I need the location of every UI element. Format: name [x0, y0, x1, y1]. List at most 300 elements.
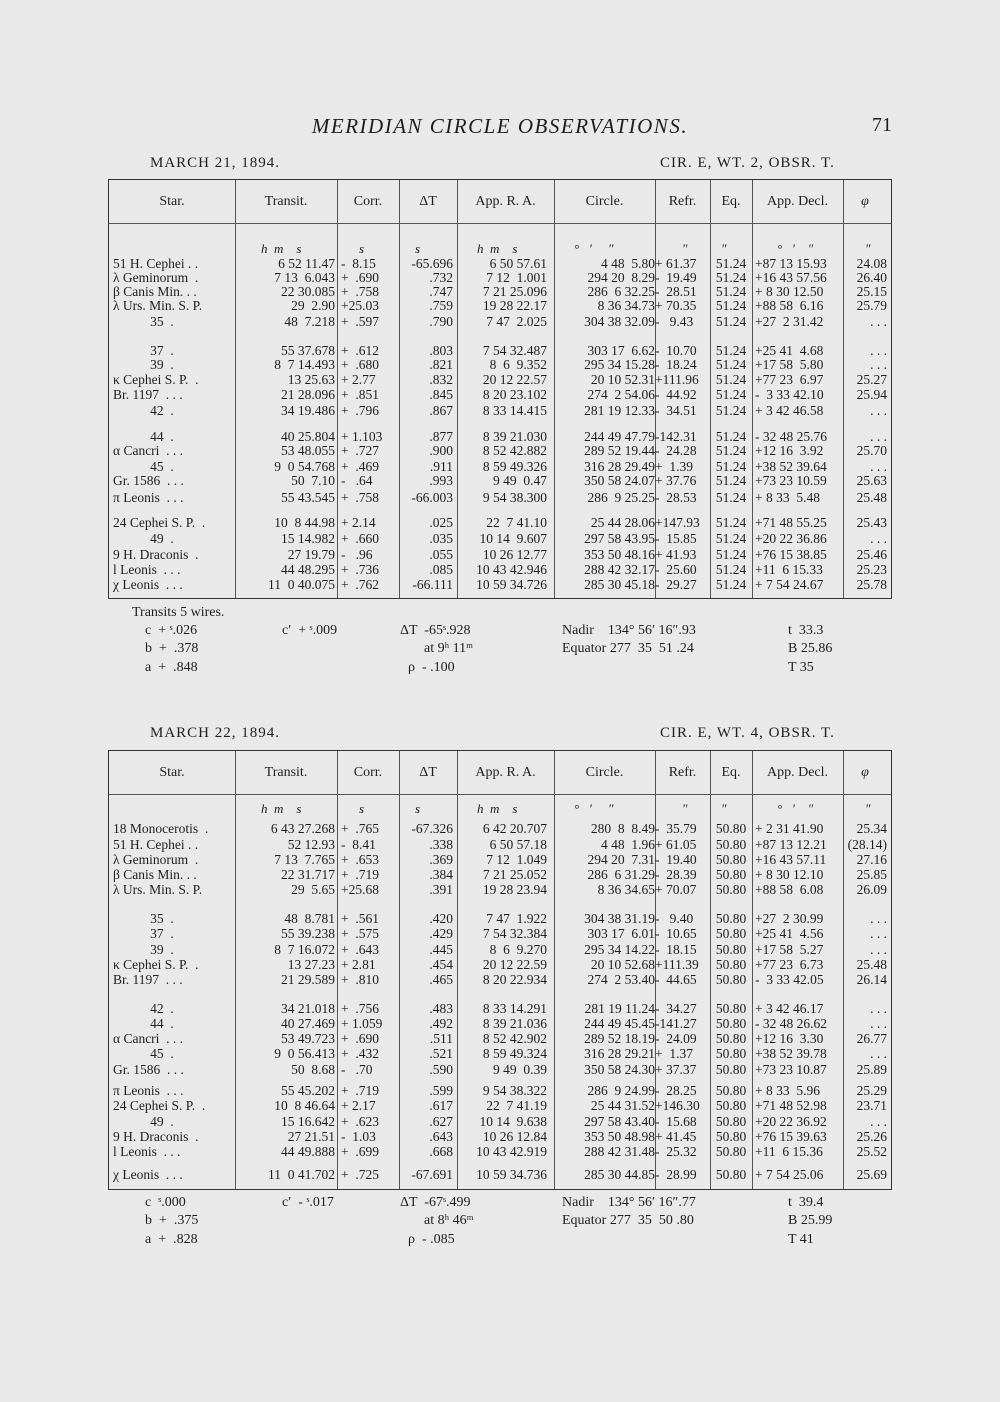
cell-corr: + .727	[341, 443, 379, 458]
cell-circle: 288 42 32.17	[584, 562, 655, 577]
cell-corr: - 8.41	[341, 837, 376, 852]
cell-eq: 50.80	[715, 1144, 747, 1159]
cell-star: 24 Cephei S. P. .	[113, 1098, 206, 1113]
cell-refr: - 25.32	[655, 1144, 697, 1159]
table-row	[109, 547, 891, 562]
cell-corr: + .699	[341, 1144, 379, 1159]
cell-ra: 10 59 34.726	[476, 577, 547, 592]
cell-eq: 50.80	[715, 1031, 747, 1046]
cell-circle: 25 44 31.52	[590, 1098, 655, 1113]
unit-label-refr: ″	[682, 801, 688, 816]
cell-eq: 51.24	[715, 429, 747, 444]
cell-transit: 55 45.202	[281, 1083, 335, 1098]
unit-label-corr: s	[359, 801, 365, 816]
footer-at: at 8ʰ 46ᵐ	[424, 1213, 474, 1228]
cell-refr: +111.96	[655, 372, 699, 387]
cell-eq: 51.24	[715, 531, 747, 546]
cell-corr: + .469	[341, 459, 379, 474]
cell-eq: 50.80	[715, 1062, 747, 1077]
cell-refr: - 34.27	[655, 1001, 697, 1016]
cell-dt: .590	[429, 1062, 453, 1077]
cell-ra: 10 59 34.736	[476, 1167, 547, 1182]
cell-refr: - 9.43	[655, 314, 694, 329]
cell-eq: 51.24	[715, 256, 747, 271]
cell-star: π Leonis . . .	[113, 490, 184, 505]
cell-circle: 244 49 45.45	[584, 1016, 655, 1031]
cell-star: 45 .	[113, 1046, 174, 1061]
column-header-star: Star.	[159, 765, 185, 780]
column-header-star: Star.	[159, 194, 185, 209]
cell-eq: 50.80	[715, 821, 747, 836]
cell-phi: . . .	[870, 531, 887, 546]
cell-transit: 8 7 14.493	[274, 357, 335, 372]
cell-transit: 21 28.096	[281, 387, 335, 402]
table-row	[109, 1098, 891, 1113]
cell-ra: 22 7 41.10	[486, 515, 547, 530]
cell-star: Br. 1197 . . .	[113, 387, 183, 402]
cell-ra: 10 26 12.84	[482, 1129, 547, 1144]
cell-transit: 15 14.982	[281, 531, 335, 546]
cell-transit: 11 0 40.075	[268, 577, 335, 592]
cell-dt: .511	[429, 1031, 453, 1046]
column-header-transit: Transit.	[264, 194, 308, 209]
cell-phi: 26.09	[856, 882, 887, 897]
cell-dt: .832	[429, 372, 453, 387]
cell-ra: 7 47 1.922	[486, 911, 547, 926]
cell-dt: .803	[429, 343, 453, 358]
cell-circle: 353 50 48.98	[584, 1129, 655, 1144]
cell-eq: 51.24	[715, 284, 747, 299]
cell-dt: .521	[429, 1046, 453, 1061]
table-row	[109, 911, 891, 926]
cell-decl: + 3 42 46.58	[755, 403, 824, 418]
footer-nadir: Nadir 134° 56′ 16″.77	[562, 1195, 696, 1210]
table-row	[109, 343, 891, 358]
cell-decl: + 2 31 41.90	[755, 821, 824, 836]
cell-decl: +88 58 6.16	[755, 298, 824, 313]
cell-decl: +27 2 30.99	[755, 911, 824, 926]
footer-a: a + .828	[145, 1232, 198, 1247]
cell-transit: 6 52 11.47	[278, 256, 335, 271]
cell-eq: 50.80	[715, 1001, 747, 1016]
cell-eq: 50.80	[715, 882, 747, 897]
cell-dt: .055	[429, 547, 453, 562]
observation-setup: CIR. E, WT. 4, OBSR. T.	[660, 725, 835, 741]
cell-eq: 51.24	[715, 515, 747, 530]
cell-ra: 7 21 25.052	[482, 867, 547, 882]
cell-corr: + .725	[341, 1167, 379, 1182]
cell-transit: 50 8.68	[291, 1062, 335, 1077]
table-row	[109, 867, 891, 882]
cell-circle: 303 17 6.62	[587, 343, 655, 358]
table-row	[109, 942, 891, 957]
cell-star: Gr. 1586 . . .	[113, 1062, 184, 1077]
cell-corr: +25.03	[341, 298, 379, 313]
table-row	[109, 1016, 891, 1031]
cell-ra: 9 49 0.47	[493, 473, 547, 488]
table-row	[109, 270, 891, 285]
cell-dt: .429	[429, 926, 453, 941]
cell-decl: +76 15 39.63	[755, 1129, 827, 1144]
header-rule	[109, 223, 891, 224]
table-row	[109, 443, 891, 458]
cell-decl: +87 13 12.21	[755, 837, 827, 852]
cell-star: 35 .	[113, 314, 174, 329]
cell-corr: + 2.77	[341, 372, 376, 387]
footer-nadir: Nadir 134° 56′ 16″.93	[562, 623, 696, 638]
footer-c: c + ˢ.026	[145, 623, 198, 638]
cell-circle: 294 20 8.29	[587, 270, 655, 285]
cell-ra: 20 12 22.59	[482, 957, 547, 972]
cell-decl: +12 16 3.30	[755, 1031, 824, 1046]
cell-star: 49 .	[113, 1114, 174, 1129]
unit-label-dt: s	[415, 241, 421, 256]
table-row	[109, 1083, 891, 1098]
table-row	[109, 403, 891, 418]
cell-decl: +38 52 39.78	[755, 1046, 827, 1061]
cell-phi: . . .	[870, 1114, 887, 1129]
cell-circle: 289 52 19.44	[584, 443, 655, 458]
cell-circle: 350 58 24.07	[584, 473, 655, 488]
cell-circle: 294 20 7.31	[587, 852, 655, 867]
cell-decl: +16 43 57.56	[755, 270, 827, 285]
cell-ra: 8 6 9.270	[489, 942, 547, 957]
table-row	[109, 515, 891, 530]
cell-ra: 7 12 1.001	[486, 270, 547, 285]
table-row	[109, 926, 891, 941]
cell-refr: - 28.51	[655, 284, 697, 299]
cell-circle: 8 36 34.65	[597, 882, 655, 897]
cell-phi: 26.14	[856, 972, 887, 987]
cell-star: 37 .	[113, 926, 174, 941]
cell-corr: + .660	[341, 531, 379, 546]
cell-decl: - 3 33 42.10	[755, 387, 824, 402]
table-row	[109, 1129, 891, 1144]
unit-label-transit: h m s	[261, 801, 302, 816]
cell-refr: + 41.93	[655, 547, 697, 562]
cell-corr: + .810	[341, 972, 379, 987]
cell-decl: +27 2 31.42	[755, 314, 824, 329]
cell-star: 39 .	[113, 942, 174, 957]
cell-decl: +11 6 15.33	[755, 562, 823, 577]
cell-transit: 8 7 16.072	[274, 942, 335, 957]
cell-decl: + 8 30 12.10	[755, 867, 824, 882]
table-row	[109, 562, 891, 577]
cell-star: β Canis Min. . .	[113, 867, 197, 882]
cell-dt: .035	[429, 531, 453, 546]
cell-eq: 51.24	[715, 459, 747, 474]
cell-phi: . . .	[870, 459, 887, 474]
table-row	[109, 298, 891, 313]
table-row	[109, 577, 891, 592]
table-row	[109, 357, 891, 372]
cell-phi: 25.78	[856, 577, 887, 592]
cell-star: Br. 1197 . . .	[113, 972, 183, 987]
unit-label-transit: h m s	[261, 241, 302, 256]
cell-phi: . . .	[870, 429, 887, 444]
cell-ra: 8 33 14.415	[482, 403, 547, 418]
cell-dt: -67.326	[411, 821, 453, 836]
unit-label-dt: s	[415, 801, 421, 816]
cell-ra: 7 54 32.487	[482, 343, 547, 358]
cell-transit: 7 13 6.043	[274, 270, 335, 285]
cell-eq: 50.80	[715, 1129, 747, 1144]
cell-decl: - 32 48 25.76	[755, 429, 827, 444]
cell-star: λ Geminorum .	[113, 270, 199, 285]
cell-refr: + 37.76	[655, 473, 697, 488]
cell-corr: + .765	[341, 821, 379, 836]
cell-circle: 274 2 54.06	[587, 387, 655, 402]
cell-phi: 25.52	[856, 1144, 887, 1159]
cell-ra: 19 28 22.17	[482, 298, 547, 313]
cell-ra: 8 59 49.324	[482, 1046, 547, 1061]
cell-star: 51 H. Cephei . .	[113, 837, 199, 852]
column-header-corr: Corr.	[353, 765, 383, 780]
cell-star: α Cancri . . .	[113, 1031, 184, 1046]
cell-eq: 50.80	[715, 867, 747, 882]
cell-circle: 20 10 52.31	[590, 372, 655, 387]
cell-decl: +17 58 5.80	[755, 357, 824, 372]
cell-circle: 289 52 18.19	[584, 1031, 655, 1046]
cell-ra: 8 6 9.352	[489, 357, 547, 372]
cell-star: π Leonis . . .	[113, 1083, 184, 1098]
table-row	[109, 882, 891, 897]
cell-phi: . . .	[870, 942, 887, 957]
cell-transit: 15 16.642	[281, 1114, 335, 1129]
cell-decl: + 7 54 25.06	[755, 1167, 824, 1182]
cell-star: 42 .	[113, 1001, 174, 1016]
cell-decl: - 32 48 26.62	[755, 1016, 827, 1031]
cell-eq: 51.24	[715, 473, 747, 488]
cell-decl: + 8 33 5.96	[755, 1083, 820, 1098]
cell-dt: .384	[429, 867, 453, 882]
cell-refr: - 19.40	[655, 852, 697, 867]
cell-refr: - 44.65	[655, 972, 697, 987]
table-row	[109, 1144, 891, 1159]
cell-refr: - 19.49	[655, 270, 697, 285]
table-row	[109, 972, 891, 987]
cell-corr: + .762	[341, 577, 379, 592]
unit-label-eq: ″	[721, 241, 727, 256]
footer-B: B 25.99	[788, 1213, 833, 1228]
cell-phi: . . .	[870, 1016, 887, 1031]
cell-ra: 8 39 21.030	[482, 429, 547, 444]
cell-phi: (28.14)	[847, 837, 887, 852]
cell-phi: 25.46	[856, 547, 887, 562]
cell-circle: 4 48 5.80	[601, 256, 655, 271]
cell-phi: 25.43	[856, 515, 887, 530]
cell-phi: 24.08	[856, 256, 887, 271]
cell-corr: + .575	[341, 926, 379, 941]
cell-ra: 6 50 57.61	[489, 256, 547, 271]
table-row	[109, 372, 891, 387]
footer-cprime: c′ + ˢ.009	[282, 623, 338, 638]
cell-transit: 10 8 46.64	[274, 1098, 335, 1113]
cell-decl: + 3 42 46.17	[755, 1001, 824, 1016]
cell-circle: 285 30 45.18	[584, 577, 655, 592]
cell-decl: +77 23 6.97	[755, 372, 824, 387]
cell-dt: .483	[429, 1001, 453, 1016]
cell-circle: 8 36 34.73	[597, 298, 655, 313]
column-header-ra: App. R. A.	[475, 194, 536, 209]
cell-star: 9 H. Draconis .	[113, 1129, 199, 1144]
cell-phi: . . .	[870, 314, 887, 329]
cell-corr: + 1.103	[341, 429, 383, 444]
cell-circle: 286 9 25.25	[587, 490, 655, 505]
cell-eq: 51.24	[715, 357, 747, 372]
cell-phi: . . .	[870, 403, 887, 418]
cell-eq: 51.24	[715, 443, 747, 458]
cell-circle: 297 58 43.40	[584, 1114, 655, 1129]
cell-transit: 53 49.723	[281, 1031, 335, 1046]
cell-corr: - 8.15	[341, 256, 376, 271]
cell-circle: 244 49 47.79	[584, 429, 655, 444]
cell-decl: + 8 33 5.48	[755, 490, 820, 505]
section-date: MARCH 22, 1894.	[150, 725, 281, 741]
cell-transit: 29 5.65	[291, 882, 335, 897]
cell-transit: 55 37.678	[281, 343, 335, 358]
cell-refr: - 15.85	[655, 531, 697, 546]
cell-dt: .643	[429, 1129, 453, 1144]
unit-label-decl: ° ′ ″	[777, 241, 814, 256]
cell-dt: .465	[429, 972, 453, 987]
column-header-eq: Eq.	[721, 765, 741, 780]
cell-star: 49 .	[113, 531, 174, 546]
cell-circle: 353 50 48.16	[584, 547, 655, 562]
cell-dt: .877	[429, 429, 453, 444]
cell-star: 9 H. Draconis .	[113, 547, 199, 562]
cell-eq: 51.24	[715, 387, 747, 402]
cell-dt: -66.003	[411, 490, 453, 505]
cell-phi: 26.77	[856, 1031, 887, 1046]
cell-phi: 23.71	[856, 1098, 887, 1113]
cell-transit: 27 19.79	[287, 547, 335, 562]
footer-B: B 25.86	[788, 641, 833, 656]
cell-decl: +17 58 5.27	[755, 942, 824, 957]
cell-phi: . . .	[870, 926, 887, 941]
cell-transit: 48 7.218	[284, 314, 335, 329]
column-header-eq: Eq.	[721, 194, 741, 209]
cell-circle: 288 42 31.48	[584, 1144, 655, 1159]
cell-star: λ Geminorum .	[113, 852, 199, 867]
cell-circle: 286 9 24.99	[587, 1083, 655, 1098]
footer-a: a + .848	[145, 660, 198, 675]
cell-star: 24 Cephei S. P. .	[113, 515, 206, 530]
unit-label-phi: ″	[865, 241, 871, 256]
cell-transit: 34 21.018	[281, 1001, 335, 1016]
cell-star: 42 .	[113, 403, 174, 418]
cell-dt: -66.111	[412, 577, 453, 592]
cell-phi: 25.85	[856, 867, 887, 882]
cell-phi: 25.63	[856, 473, 887, 488]
cell-corr: - 1.03	[341, 1129, 376, 1144]
cell-corr: + .719	[341, 867, 379, 882]
cell-refr: -141.27	[655, 1016, 697, 1031]
cell-dt: .369	[429, 852, 453, 867]
cell-refr: +111.39	[655, 957, 699, 972]
cell-star: α Cancri . . .	[113, 443, 184, 458]
cell-transit: 21 29.589	[281, 972, 335, 987]
column-header-refr: Refr.	[668, 194, 697, 209]
cell-corr: + .758	[341, 490, 379, 505]
cell-phi: . . .	[870, 911, 887, 926]
cell-ra: 8 33 14.291	[482, 1001, 547, 1016]
cell-transit: 27 21.51	[287, 1129, 335, 1144]
cell-circle: 285 30 44.85	[584, 1167, 655, 1182]
cell-eq: 50.80	[715, 1016, 747, 1031]
footer-dt: ΔT -65ˢ.928	[400, 623, 471, 638]
table-row	[109, 1062, 891, 1077]
cell-star: λ Urs. Min. S. P.	[113, 882, 203, 897]
unit-label-phi: ″	[865, 801, 871, 816]
cell-circle: 304 38 32.09	[584, 314, 655, 329]
cell-corr: + .643	[341, 942, 379, 957]
column-header-circle: Circle.	[585, 765, 624, 780]
cell-transit: 11 0 41.702	[268, 1167, 335, 1182]
table-row	[109, 459, 891, 474]
cell-decl: +73 23 10.87	[755, 1062, 827, 1077]
cell-star: l Leonis . . .	[113, 1144, 181, 1159]
cell-dt: .747	[429, 284, 453, 299]
cell-refr: +147.93	[655, 515, 700, 530]
table-row	[109, 1046, 891, 1061]
cell-transit: 55 39.238	[281, 926, 335, 941]
cell-corr: + .690	[341, 1031, 379, 1046]
cell-star: Gr. 1586 . . .	[113, 473, 184, 488]
unit-label-decl: ° ′ ″	[777, 801, 814, 816]
cell-ra: 10 43 42.946	[476, 562, 547, 577]
cell-decl: +20 22 36.92	[755, 1114, 827, 1129]
cell-corr: + .597	[341, 314, 379, 329]
cell-star: 44 .	[113, 1016, 174, 1031]
cell-circle: 286 6 31.29	[587, 867, 655, 882]
table-row	[109, 1114, 891, 1129]
cell-circle: 281 19 11.24	[584, 1001, 655, 1016]
cell-star: β Canis Min. . .	[113, 284, 197, 299]
column-header-circle: Circle.	[585, 194, 624, 209]
table-row	[109, 314, 891, 329]
cell-circle: 304 38 31.19	[584, 911, 655, 926]
table-row	[109, 284, 891, 299]
cell-corr: + .736	[341, 562, 379, 577]
cell-phi: 26.40	[856, 270, 887, 285]
cell-dt: .599	[429, 1083, 453, 1098]
cell-dt: .668	[429, 1144, 453, 1159]
page-number: 71	[872, 114, 892, 136]
cell-decl: +88 58 6.08	[755, 882, 824, 897]
cell-transit: 50 7.10	[291, 473, 335, 488]
observation-table	[108, 750, 892, 1190]
cell-transit: 10 8 44.98	[274, 515, 335, 530]
cell-eq: 51.24	[715, 298, 747, 313]
table-row	[109, 1031, 891, 1046]
cell-decl: - 3 33 42.05	[755, 972, 824, 987]
cell-dt: .627	[429, 1114, 453, 1129]
cell-transit: 29 2.90	[291, 298, 335, 313]
cell-circle: 25 44 28.06	[590, 515, 655, 530]
footer-b: b + .375	[145, 1213, 199, 1228]
cell-transit: 55 43.545	[281, 490, 335, 505]
cell-phi: 25.15	[856, 284, 887, 299]
cell-dt: .492	[429, 1016, 453, 1031]
cell-refr: - 35.79	[655, 821, 697, 836]
table-row	[109, 429, 891, 444]
cell-star: 39 .	[113, 357, 174, 372]
cell-eq: 51.24	[715, 372, 747, 387]
cell-decl: +20 22 36.86	[755, 531, 827, 546]
cell-dt: .445	[429, 942, 453, 957]
cell-phi: 25.69	[856, 1167, 887, 1182]
